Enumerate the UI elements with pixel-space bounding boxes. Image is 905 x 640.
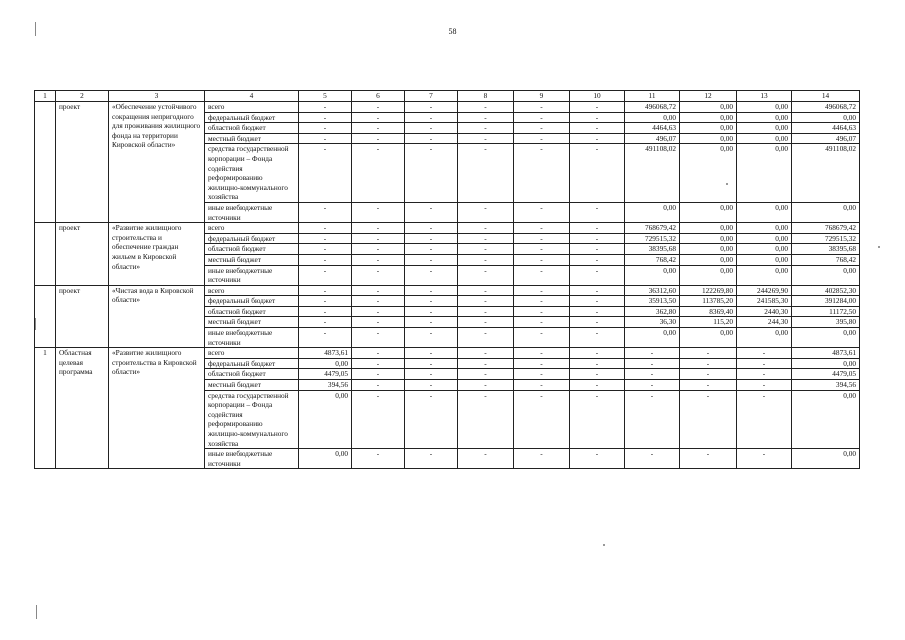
value-cell: - <box>737 348 792 359</box>
value-cell: - <box>570 102 625 113</box>
value-cell: - <box>458 380 514 391</box>
value-cell: - <box>405 348 458 359</box>
value-cell: - <box>570 144 625 203</box>
value-cell: - <box>570 380 625 391</box>
section-type: проект <box>56 102 109 223</box>
value-cell: 8369,40 <box>680 306 737 317</box>
section-number <box>35 102 56 223</box>
funding-source: всего <box>205 223 299 234</box>
value-cell: - <box>514 233 570 244</box>
value-cell: 244269,90 <box>737 285 792 296</box>
value-cell: - <box>570 306 625 317</box>
value-cell: - <box>405 306 458 317</box>
value-cell: - <box>405 358 458 369</box>
value-cell: - <box>737 358 792 369</box>
value-cell: - <box>570 123 625 134</box>
value-cell: 244,30 <box>737 317 792 328</box>
value-cell: 496068,72 <box>625 102 680 113</box>
column-header-7: 7 <box>405 91 458 102</box>
value-cell: - <box>405 390 458 449</box>
value-cell: - <box>405 112 458 123</box>
value-cell: - <box>625 380 680 391</box>
value-cell: - <box>570 390 625 449</box>
value-cell: 0,00 <box>737 254 792 265</box>
value-cell: - <box>299 244 352 255</box>
budget-table <box>34 90 860 469</box>
value-cell: - <box>458 285 514 296</box>
funding-source: средства государственной корпорации – Фонда содействия реформированию жилищно-коммунального хозяйства <box>205 144 299 203</box>
value-cell: - <box>299 233 352 244</box>
value-cell: 0,00 <box>792 358 860 369</box>
value-cell: 38395,68 <box>625 244 680 255</box>
value-cell: - <box>680 348 737 359</box>
value-cell: 402852,30 <box>792 285 860 296</box>
header-row <box>35 91 860 102</box>
value-cell: - <box>625 390 680 449</box>
value-cell: 729515,32 <box>625 233 680 244</box>
value-cell: 0,00 <box>737 223 792 234</box>
funding-source: местный бюджет <box>205 317 299 328</box>
value-cell: - <box>570 265 625 285</box>
value-cell: - <box>514 380 570 391</box>
table-row <box>35 285 860 296</box>
value-cell: - <box>352 317 405 328</box>
value-cell: 0,00 <box>625 202 680 222</box>
value-cell: - <box>405 369 458 380</box>
value-cell: - <box>405 102 458 113</box>
value-cell: - <box>299 102 352 113</box>
value-cell: - <box>458 306 514 317</box>
value-cell: - <box>352 133 405 144</box>
value-cell: 0,00 <box>680 123 737 134</box>
value-cell: - <box>514 254 570 265</box>
value-cell: 4873,61 <box>299 348 352 359</box>
value-cell: - <box>352 202 405 222</box>
value-cell: 395,80 <box>792 317 860 328</box>
value-cell: 0,00 <box>680 265 737 285</box>
section-number <box>35 223 56 286</box>
value-cell: 496068,72 <box>792 102 860 113</box>
value-cell: - <box>352 144 405 203</box>
value-cell: - <box>405 233 458 244</box>
value-cell: - <box>625 449 680 469</box>
value-cell: - <box>514 265 570 285</box>
value-cell: 35913,50 <box>625 296 680 307</box>
value-cell: - <box>352 380 405 391</box>
value-cell: 11172,50 <box>792 306 860 317</box>
value-cell: 241585,30 <box>737 296 792 307</box>
value-cell: - <box>458 123 514 134</box>
value-cell: - <box>570 233 625 244</box>
value-cell: 36,30 <box>625 317 680 328</box>
value-cell: 113785,20 <box>680 296 737 307</box>
value-cell: - <box>458 328 514 348</box>
column-header-14: 14 <box>792 91 860 102</box>
funding-source: иные внебюджетные источники <box>205 328 299 348</box>
value-cell: 0,00 <box>792 390 860 449</box>
value-cell: 0,00 <box>737 233 792 244</box>
value-cell: 0,00 <box>680 133 737 144</box>
value-cell: - <box>352 123 405 134</box>
value-cell: - <box>514 296 570 307</box>
value-cell: 0,00 <box>680 233 737 244</box>
value-cell: - <box>570 285 625 296</box>
value-cell: 0,00 <box>680 202 737 222</box>
value-cell: - <box>299 285 352 296</box>
section-type: проект <box>56 285 109 348</box>
value-cell: - <box>405 328 458 348</box>
value-cell: 4873,61 <box>792 348 860 359</box>
value-cell: - <box>737 380 792 391</box>
column-header-5: 5 <box>299 91 352 102</box>
value-cell: - <box>405 285 458 296</box>
funding-source: федеральный бюджет <box>205 296 299 307</box>
value-cell: - <box>299 133 352 144</box>
value-cell: 0,00 <box>737 102 792 113</box>
value-cell: - <box>352 233 405 244</box>
value-cell: - <box>625 348 680 359</box>
value-cell: - <box>680 380 737 391</box>
value-cell: 768679,42 <box>625 223 680 234</box>
value-cell: - <box>570 449 625 469</box>
funding-source: местный бюджет <box>205 133 299 144</box>
value-cell: - <box>570 296 625 307</box>
table-row <box>35 102 860 113</box>
value-cell: - <box>352 112 405 123</box>
value-cell: 2440,30 <box>737 306 792 317</box>
value-cell: 768679,42 <box>792 223 860 234</box>
value-cell: 0,00 <box>792 328 860 348</box>
value-cell: 0,00 <box>792 449 860 469</box>
value-cell: - <box>514 102 570 113</box>
value-cell: - <box>570 133 625 144</box>
value-cell: - <box>458 244 514 255</box>
funding-source: областной бюджет <box>205 369 299 380</box>
value-cell: 394,56 <box>299 380 352 391</box>
column-header-1: 1 <box>35 91 56 102</box>
value-cell: - <box>352 223 405 234</box>
value-cell: 0,00 <box>680 102 737 113</box>
section-type: Областная целевая программа <box>56 348 109 469</box>
column-header-3: 3 <box>109 91 205 102</box>
value-cell: 0,00 <box>792 265 860 285</box>
value-cell: 0,00 <box>299 358 352 369</box>
funding-source: иные внебюджетные источники <box>205 202 299 222</box>
value-cell: - <box>680 390 737 449</box>
value-cell: - <box>570 369 625 380</box>
value-cell: 0,00 <box>737 133 792 144</box>
value-cell: - <box>514 369 570 380</box>
column-header-10: 10 <box>570 91 625 102</box>
value-cell: - <box>458 202 514 222</box>
value-cell: - <box>299 123 352 134</box>
value-cell: 0,00 <box>737 328 792 348</box>
value-cell: - <box>352 390 405 449</box>
value-cell: - <box>514 328 570 348</box>
value-cell: - <box>299 317 352 328</box>
funding-source: иные внебюджетные источники <box>205 449 299 469</box>
value-cell: 362,80 <box>625 306 680 317</box>
value-cell: - <box>299 202 352 222</box>
page-number: 58 <box>448 27 457 36</box>
left-margin-mark <box>35 22 36 36</box>
value-cell: 0,00 <box>625 328 680 348</box>
value-cell: 0,00 <box>737 244 792 255</box>
value-cell: - <box>680 358 737 369</box>
column-header-8: 8 <box>458 91 514 102</box>
value-cell: - <box>570 358 625 369</box>
value-cell: - <box>514 112 570 123</box>
value-cell: 0,00 <box>680 254 737 265</box>
table-row <box>35 348 860 359</box>
value-cell: - <box>458 265 514 285</box>
value-cell: - <box>570 254 625 265</box>
value-cell: 0,00 <box>737 123 792 134</box>
value-cell: - <box>514 306 570 317</box>
value-cell: - <box>514 133 570 144</box>
value-cell: - <box>458 102 514 113</box>
value-cell: - <box>514 123 570 134</box>
section-number: 1 <box>35 348 56 469</box>
value-cell: 0,00 <box>680 144 737 203</box>
scan-speck <box>603 544 605 546</box>
value-cell: - <box>570 348 625 359</box>
section-name: «Чистая вода в Кировской области» <box>109 285 205 348</box>
funding-source: всего <box>205 102 299 113</box>
funding-source: федеральный бюджет <box>205 112 299 123</box>
value-cell: - <box>458 390 514 449</box>
value-cell: - <box>352 328 405 348</box>
section-name: «Развитие жилищного строительства в Кировской области» <box>109 348 205 469</box>
value-cell: - <box>405 133 458 144</box>
funding-source: всего <box>205 285 299 296</box>
value-cell: - <box>352 296 405 307</box>
value-cell: - <box>737 390 792 449</box>
value-cell: - <box>514 449 570 469</box>
value-cell: - <box>299 254 352 265</box>
value-cell: - <box>570 317 625 328</box>
value-cell: - <box>458 254 514 265</box>
value-cell: 0,00 <box>680 244 737 255</box>
value-cell: - <box>458 317 514 328</box>
value-cell: - <box>299 306 352 317</box>
section-number <box>35 285 56 348</box>
funding-source: местный бюджет <box>205 380 299 391</box>
value-cell: 0,00 <box>299 390 352 449</box>
value-cell: 768,42 <box>792 254 860 265</box>
column-header-11: 11 <box>625 91 680 102</box>
value-cell: 0,00 <box>680 328 737 348</box>
scan-speck <box>878 246 880 248</box>
value-cell: - <box>405 449 458 469</box>
value-cell: - <box>352 348 405 359</box>
value-cell: - <box>352 285 405 296</box>
value-cell: 768,42 <box>625 254 680 265</box>
value-cell: 0,00 <box>680 223 737 234</box>
value-cell: - <box>458 358 514 369</box>
value-cell: 4479,05 <box>299 369 352 380</box>
value-cell: - <box>352 306 405 317</box>
value-cell: - <box>514 223 570 234</box>
value-cell: - <box>625 358 680 369</box>
value-cell: - <box>737 449 792 469</box>
column-header-4: 4 <box>205 91 299 102</box>
funding-source: иные внебюджетные источники <box>205 265 299 285</box>
funding-source: федеральный бюджет <box>205 358 299 369</box>
value-cell: - <box>570 328 625 348</box>
value-cell: - <box>625 369 680 380</box>
funding-source: областной бюджет <box>205 306 299 317</box>
value-cell: 0,00 <box>792 112 860 123</box>
value-cell: - <box>514 390 570 449</box>
funding-source: областной бюджет <box>205 123 299 134</box>
value-cell: 122269,80 <box>680 285 737 296</box>
value-cell: - <box>405 380 458 391</box>
value-cell: - <box>458 449 514 469</box>
value-cell: 0,00 <box>737 265 792 285</box>
value-cell: - <box>299 265 352 285</box>
value-cell: - <box>570 112 625 123</box>
column-header-9: 9 <box>514 91 570 102</box>
value-cell: - <box>299 144 352 203</box>
funding-source: средства государственной корпорации – Фонда содействия реформированию жилищно-коммунального хозяйства <box>205 390 299 449</box>
value-cell: 496,07 <box>792 133 860 144</box>
value-cell: 115,20 <box>680 317 737 328</box>
value-cell: - <box>514 144 570 203</box>
column-header-13: 13 <box>737 91 792 102</box>
value-cell: 38395,68 <box>792 244 860 255</box>
value-cell: - <box>458 233 514 244</box>
value-cell: - <box>514 348 570 359</box>
value-cell: - <box>514 285 570 296</box>
value-cell: 394,56 <box>792 380 860 391</box>
value-cell: - <box>737 369 792 380</box>
value-cell: - <box>352 244 405 255</box>
value-cell: - <box>405 202 458 222</box>
funding-source: федеральный бюджет <box>205 233 299 244</box>
column-header-6: 6 <box>352 91 405 102</box>
value-cell: - <box>458 112 514 123</box>
value-cell: - <box>352 369 405 380</box>
value-cell: - <box>405 144 458 203</box>
table-header <box>35 91 860 102</box>
value-cell: - <box>458 296 514 307</box>
section-name: «Обеспечение устойчивого сокращения непригодного для проживания жилищного фонда на территории Кировской области» <box>109 102 205 223</box>
value-cell: 4464,63 <box>792 123 860 134</box>
value-cell: - <box>458 133 514 144</box>
value-cell: - <box>680 369 737 380</box>
value-cell: - <box>405 296 458 307</box>
value-cell: - <box>514 244 570 255</box>
value-cell: 0,00 <box>625 112 680 123</box>
value-cell: - <box>352 254 405 265</box>
funding-source: местный бюджет <box>205 254 299 265</box>
value-cell: - <box>570 244 625 255</box>
value-cell: 0,00 <box>792 202 860 222</box>
value-cell: - <box>352 358 405 369</box>
table-body <box>35 102 860 469</box>
value-cell: - <box>405 244 458 255</box>
value-cell: - <box>352 102 405 113</box>
value-cell: - <box>680 449 737 469</box>
value-cell: - <box>299 223 352 234</box>
value-cell: 4464,63 <box>625 123 680 134</box>
value-cell: - <box>458 144 514 203</box>
value-cell: 0,00 <box>299 449 352 469</box>
value-cell: - <box>352 265 405 285</box>
value-cell: 0,00 <box>737 144 792 203</box>
value-cell: 496,07 <box>625 133 680 144</box>
funding-source: областной бюджет <box>205 244 299 255</box>
value-cell: 0,00 <box>680 112 737 123</box>
value-cell: 391284,00 <box>792 296 860 307</box>
value-cell: - <box>458 369 514 380</box>
value-cell: 0,00 <box>737 112 792 123</box>
value-cell: - <box>458 223 514 234</box>
column-header-2: 2 <box>56 91 109 102</box>
section-name: «Развитие жилищного строительства и обеспечение граждан жильем в Кировской области» <box>109 223 205 286</box>
value-cell: - <box>405 123 458 134</box>
column-header-12: 12 <box>680 91 737 102</box>
value-cell: 491108,02 <box>792 144 860 203</box>
value-cell: 36312,60 <box>625 285 680 296</box>
value-cell: - <box>299 296 352 307</box>
value-cell: - <box>405 254 458 265</box>
value-cell: 0,00 <box>737 202 792 222</box>
value-cell: - <box>514 202 570 222</box>
left-margin-mark <box>36 605 37 619</box>
value-cell: - <box>514 317 570 328</box>
value-cell: 491108,02 <box>625 144 680 203</box>
value-cell: 0,00 <box>625 265 680 285</box>
table-row <box>35 223 860 234</box>
value-cell: - <box>405 317 458 328</box>
value-cell: - <box>458 348 514 359</box>
value-cell: - <box>299 112 352 123</box>
value-cell: - <box>514 358 570 369</box>
value-cell: - <box>352 449 405 469</box>
section-type: проект <box>56 223 109 286</box>
value-cell: - <box>405 223 458 234</box>
value-cell: - <box>570 223 625 234</box>
value-cell: - <box>299 328 352 348</box>
value-cell: 729515,32 <box>792 233 860 244</box>
value-cell: - <box>405 265 458 285</box>
funding-source: всего <box>205 348 299 359</box>
value-cell: - <box>570 202 625 222</box>
value-cell: 4479,05 <box>792 369 860 380</box>
